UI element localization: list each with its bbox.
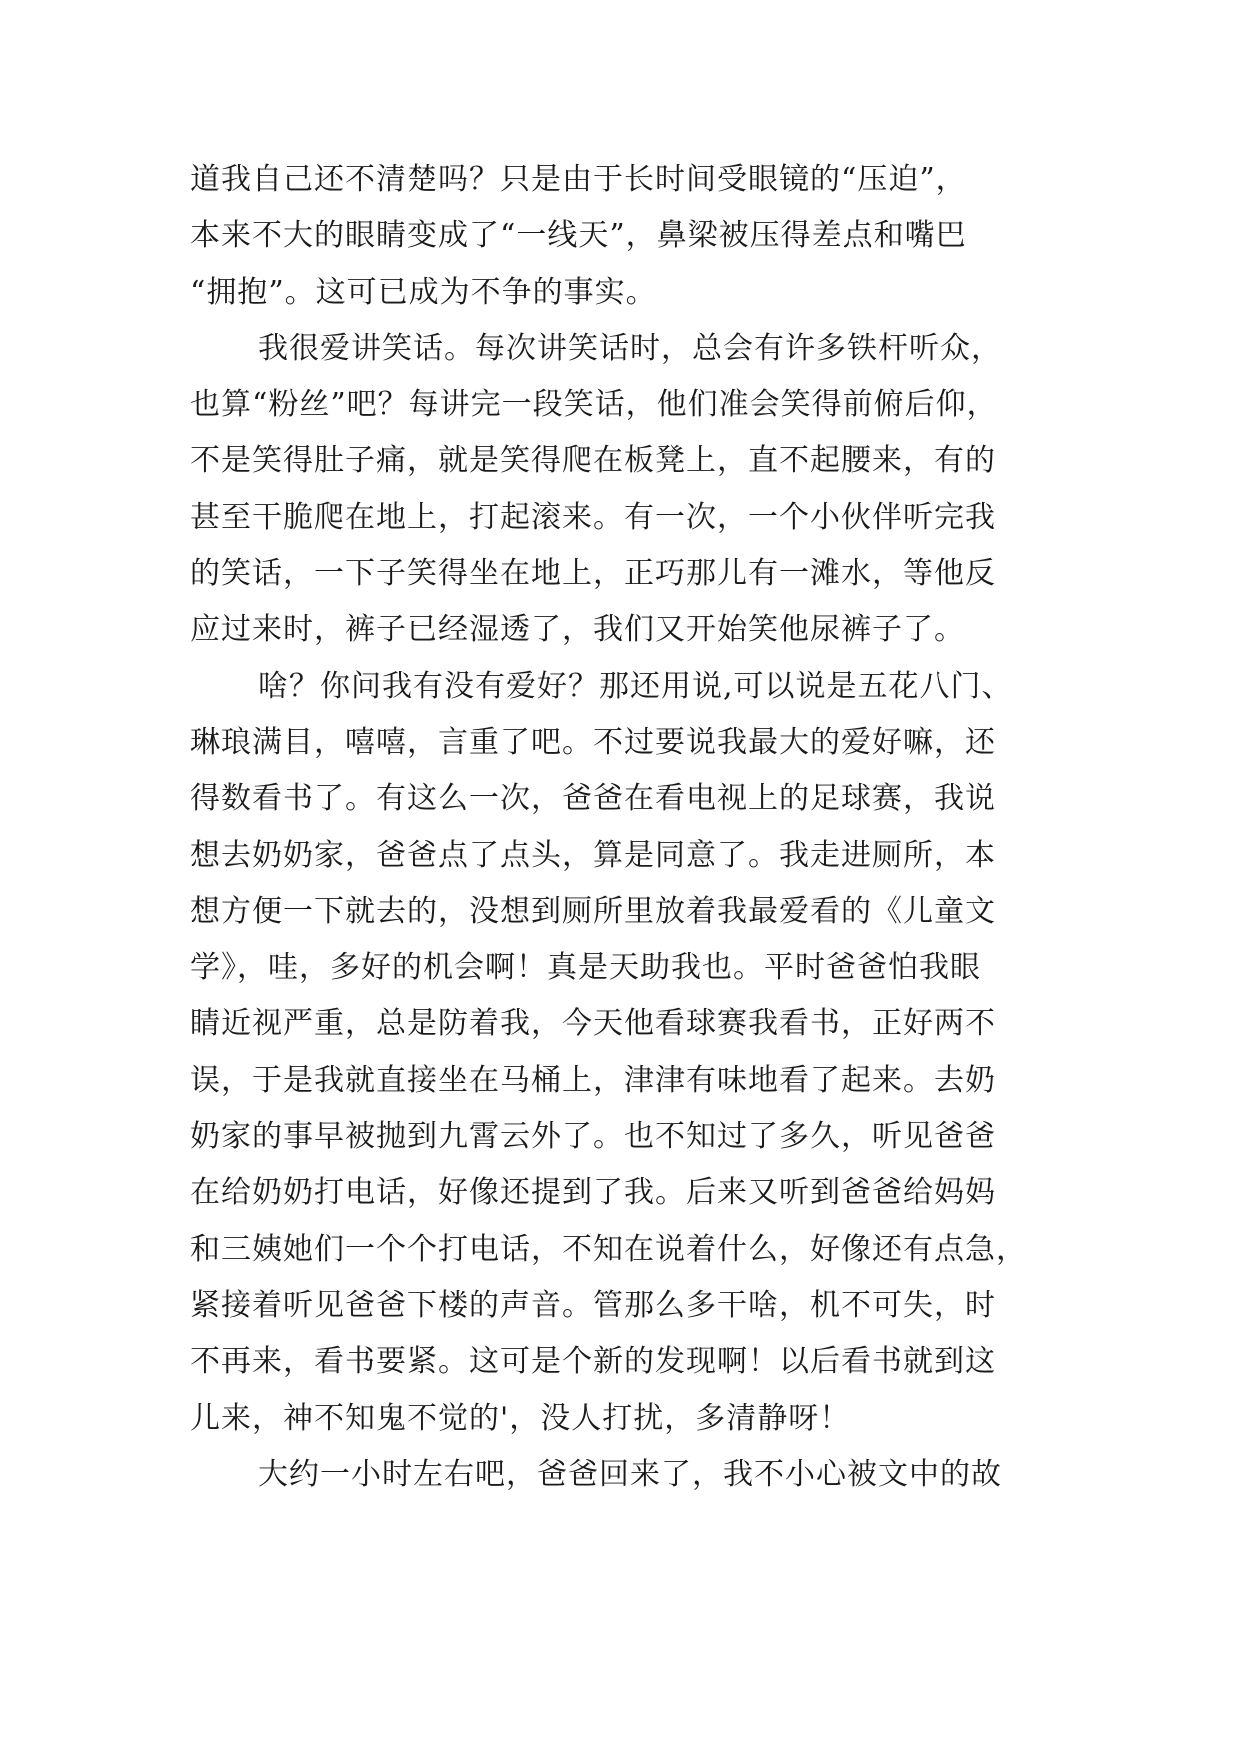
text-line: 学》，哇，多好的机会啊！真是天助我也。平时爸爸怕我眼 bbox=[190, 950, 981, 986]
text-line: 甚至干脆爬在地上，打起滚来。有一次，一个小伙伴听完我 bbox=[190, 499, 996, 535]
text-line: 在给奶奶打电话，好像还提到了我。后来又听到爸爸给妈妈 bbox=[190, 1175, 996, 1211]
body-text bbox=[190, 152, 1060, 1503]
text-line: 不再来，看书要紧。这可是个新的发现啊！以后看书就到这 bbox=[190, 1344, 996, 1380]
text-line: 琳琅满目，嘻嘻，言重了吧。不过要说我最大的爱好嘛，还 bbox=[190, 724, 996, 760]
text-line: 不是笑得肚子痛，就是笑得爬在板凳上，直不起腰来，有的 bbox=[190, 443, 996, 479]
text-line: 想去奶奶家，爸爸点了点头，算是同意了。我走进厕所，本 bbox=[190, 837, 996, 873]
paragraph-first-line: 我很爱讲笑话。每次讲笑话时，总会有许多铁杆听众， bbox=[258, 330, 1002, 366]
text-line: 和三姨她们一个个打电话，不知在说着什么，好像还有点急， bbox=[190, 1231, 1027, 1267]
text-line: 儿来，神不知鬼不觉的'，没人打扰，多清静呀！ bbox=[190, 1400, 851, 1436]
text-line: 本来不大的眼睛变成了“一线天”，鼻梁被压得差点和嘴巴 bbox=[190, 218, 967, 254]
text-line: 紧接着听见爸爸下楼的声音。管那么多干啥，机不可失，时 bbox=[190, 1287, 996, 1323]
text-line: 道我自己还不清楚吗？只是由于长时间受眼镜的“压迫”， bbox=[190, 162, 967, 197]
text-line: 也算“粉丝”吧？每讲完一段笑话，他们准会笑得前俯后仰， bbox=[190, 387, 998, 423]
text-line: 误，于是我就直接坐在马桶上，津津有味地看了起来。去奶 bbox=[190, 1062, 996, 1098]
text-line: 的笑话，一下子笑得坐在地上，正巧那儿有一滩水，等他反 bbox=[190, 556, 996, 592]
text-line: “拥抱”。这可已成为不争的事实。 bbox=[190, 274, 657, 310]
text-line: 睛近视严重，总是防着我，今天他看球赛我看书，正好两不 bbox=[190, 1006, 996, 1042]
paragraph-first-line: 大约一小时左右吧，爸爸回来了，我不小心被文中的故 bbox=[258, 1456, 1002, 1492]
text-line: 想方便一下就去的，没想到厕所里放着我最爱看的《儿童文 bbox=[190, 893, 996, 929]
text-line: 应过来时，裤子已经湿透了，我们又开始笑他尿裤子了。 bbox=[190, 612, 965, 648]
paragraph-first-line: 啥？你问我有没有爱好？那还用说,可以说是五花八门、 bbox=[258, 668, 1013, 704]
text-line: 奶家的事早被抛到九霄云外了。也不知过了多久，听见爸爸 bbox=[190, 1119, 996, 1155]
text-line: 得数看书了。有这么一次，爸爸在看电视上的足球赛，我说 bbox=[190, 781, 996, 817]
